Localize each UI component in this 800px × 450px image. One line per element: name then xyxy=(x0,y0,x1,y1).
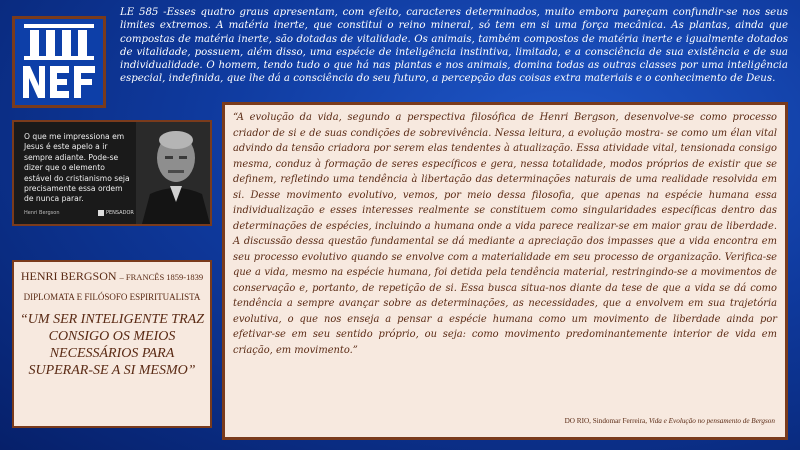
card-author: Henri Bergson xyxy=(24,210,60,216)
bio-name: HENRI BERGSON xyxy=(20,269,117,283)
bio-role: DIPLOMATA E FILÓSOFO ESPIRITUALISTA xyxy=(23,292,201,302)
nef-logo xyxy=(12,16,106,108)
bio-quote: “UM SER INTELIGENTE TRAZ CONSIGO OS MEIOS NECESSÁRIOS PARA SUPERAR-SE A SI MESMO” xyxy=(20,312,204,378)
citation-author: DO RIO, Sindomar Ferreira, xyxy=(564,417,648,425)
pensador-icon xyxy=(98,210,104,216)
citation xyxy=(565,417,775,425)
nef-letters-icon xyxy=(21,64,97,100)
bio-nationality: – FRANCÊS 1859-1839 xyxy=(119,272,204,282)
evolution-quote-text: “A evolução da vida, segundo a perspectiva filosófica de Henri Bergson, desenvolve-se como processo criador de si e de suas condições de sobrevivência. Nessa leitura, a evolução mostra- se como um élan vital advindo da tensão criadora por serem elas tendentes à atualização. Essa atividade vital, tensionada consigo mesma, conduz à formação de seres específicos e gera, nessa totalidade, modos próprios de existir que se definem, refletindo uma tendência à libertação das determinações naturais de uma realidade resolvida em si. Desse movimento evolutivo, vemos, por meio dessa filosofia, que apenas na espécie humana essa individualização e esses interesses realmente se constituem como singularidades específicas dentro das determinações de espécies, incluindo a humana onde a vida parece realizar-se em maior grau de liberdade. A discussão dessa questão fundamental se dá mediante a apreciação dos impasses que a vida encontra em seu processo evolutivo quando se envolve com a materialidade em seu processo de organização. Verifica-se que a vida, mesmo na espécie humana, foi detida pela tendência material, restringindo-se a movimentos de conservação e, portanto, de repetição de si. Essa busca situa-nos diante da tese de que a vida se dá como tendência a sempre avançar sobre as determinações, as necessidades, que a envolvem em sua trajetória evolutiva, o que nos enseja a pensar a espécie humana como um movimento de liberdade ainda por efetivar-se em seu sentido próprio, ou seja: como movimento predominantemente interior de vida em criação, em movimento.” xyxy=(233,112,777,356)
citation-title: Vida e Evolução no pensamento de Bergson xyxy=(648,417,775,425)
bergson-portrait xyxy=(136,122,212,224)
card-brand xyxy=(98,210,134,216)
le-585-text: LE 585 -Esses quatro graus apresentam, com efeito, caracteres determinados, muito embora pareçam confundir-se nos seus limites extremos. A matéria inerte, que constitui o reino mineral, só tem em si uma força mecânica. As plantas, ainda que compostas de matéria inerte, são dotadas de vitalidade. Os animais, também compostos de matéria inerte e igualmente dotados de vitalidade, possuem, além disso, uma espécie de inteligência instintiva, limitada, e a consciência de sua existência e de sua individualidade. O homem, tendo tudo o que há nas plantas e nos animais, domina todas as outras classes por uma inteligência especial, indefinida, que lhe dá a consciência do seu futuro, a percepção das coisas extra materiais e o conhecimento de Deus. xyxy=(120,7,788,85)
columns-icon xyxy=(24,24,94,60)
card-brand-label: PENSADOR xyxy=(106,210,134,216)
bergson-bio xyxy=(12,260,212,428)
bio-name-line xyxy=(20,268,204,285)
card-quote: O que me impressiona em Jesus é este apelo a ir sempre adiante. Pode-se dizer que o elemento estável do cristianismo seja precisamente essa ordem de nunca parar. xyxy=(24,132,130,204)
bergson-quote-card xyxy=(12,120,212,226)
evolution-quote-panel xyxy=(222,102,788,440)
